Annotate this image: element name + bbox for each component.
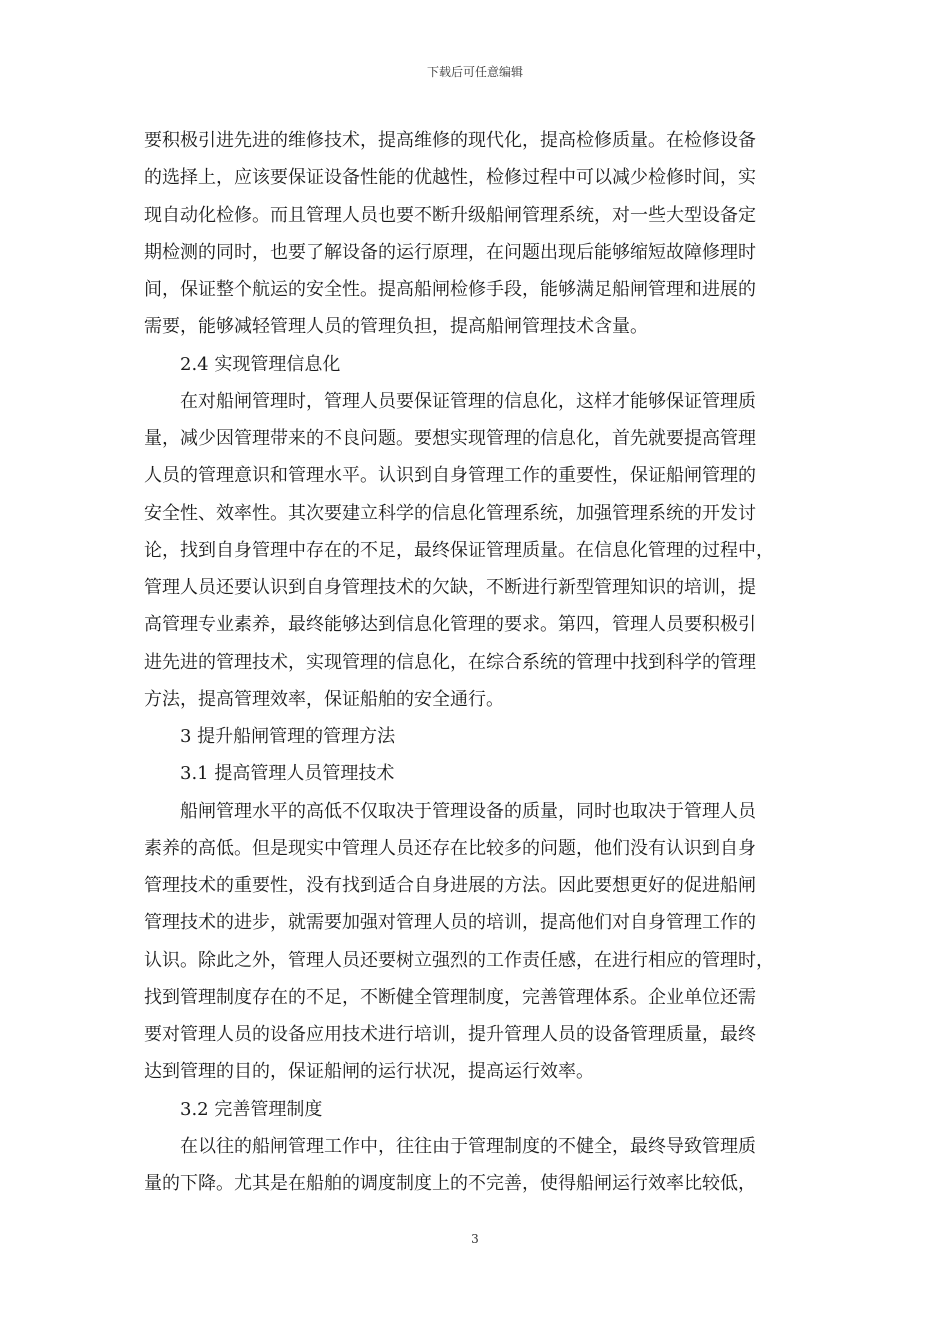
text-line: 在以往的船闸管理工作中，往往由于管理制度的不健全，最终导致管理质 [180,1135,756,1157]
text-line: 要积极引进先进的维修技术，提高维修的现代化，提高检修质量。在检修设备 [144,130,756,151]
text-line: 认识。除此之外，管理人员还要树立强烈的工作责任感，在进行相应的管理时， [144,949,774,971]
text-line: 需要，能够减轻管理人员的管理负担，提高船闸管理技术含量。 [144,316,648,338]
text-line: 进先进的管理技术，实现管理的信息化，在综合系统的管理中找到科学的管理 [144,651,756,673]
text-line: 3 提升船闸管理的管理方法 [180,726,396,747]
text-line: 管理人员还要认识到自身管理技术的欠缺，不断进行新型管理知识的培训，提 [144,577,756,598]
text-line: 量的下降。尤其是在船舶的调度制度上的不完善，使得船闸运行效率比较低， [144,1173,756,1194]
text-line: 的选择上，应该要保证设备性能的优越性，检修过程中可以减少检修时间，实 [144,167,756,189]
text-line: 要对管理人员的设备应用技术进行培训，提升管理人员的设备管理质量，最终 [144,1024,756,1045]
page-header: 下载后可任意编辑 [426,65,523,79]
text-line: 3.2 完善管理制度 [180,1098,323,1120]
text-line: 期检测的同时，也要了解设备的运行原理，在问题出现后能够缩短故障修理时 [144,241,756,263]
text-line: 2.4 实现管理信息化 [180,353,341,375]
text-line: 在对船闸管理时，管理人员要保证管理的信息化，这样才能够保证管理质 [180,390,756,412]
text-line: 高管理专业素养，最终能够达到信息化管理的要求。第四，管理人员要积极引 [144,614,756,636]
text-line: 方法，提高管理效率，保证船舶的安全通行。 [144,688,504,710]
text-line: 量，减少因管理带来的不良问题。要想实现管理的信息化，首先就要提高管理 [144,428,756,449]
document-body [144,122,816,1202]
text-line: 论，找到自身管理中存在的不足，最终保证管理质量。在信息化管理的过程中， [144,539,774,561]
text-line: 管理技术的重要性，没有找到适合自身进展的方法。因此要想更好的促进船闸 [144,875,756,896]
text-line: 3.1 提高管理人员管理技术 [180,763,395,785]
text-line: 达到管理的目的，保证船闸的运行状况，提高运行效率。 [144,1061,594,1083]
text-line: 素养的高低。但是现实中管理人员还存在比较多的问题，他们没有认识到自身 [144,837,756,859]
text-line: 找到管理制度存在的不足，不断健全管理制度，完善管理体系。企业单位还需 [144,986,756,1008]
text-line: 管理技术的进步，就需要加强对管理人员的培训，提高他们对自身管理工作的 [144,912,756,934]
text-line: 间，保证整个航运的安全性。提高船闸检修手段，能够满足船闸管理和进展的 [144,279,756,300]
text-line: 船闸管理水平的高低不仅取决于管理设备的质量，同时也取决于管理人员 [180,800,756,822]
text-line: 人员的管理意识和管理水平。认识到自身管理工作的重要性，保证船闸管理的 [144,465,756,487]
page-number: 3 [471,1232,479,1246]
text-line: 安全性、效率性。其次要建立科学的信息化管理系统，加强管理系统的开发讨 [144,502,756,524]
text-line: 现自动化检修。而且管理人员也要不断升级船闸管理系统，对一些大型设备定 [144,204,756,226]
